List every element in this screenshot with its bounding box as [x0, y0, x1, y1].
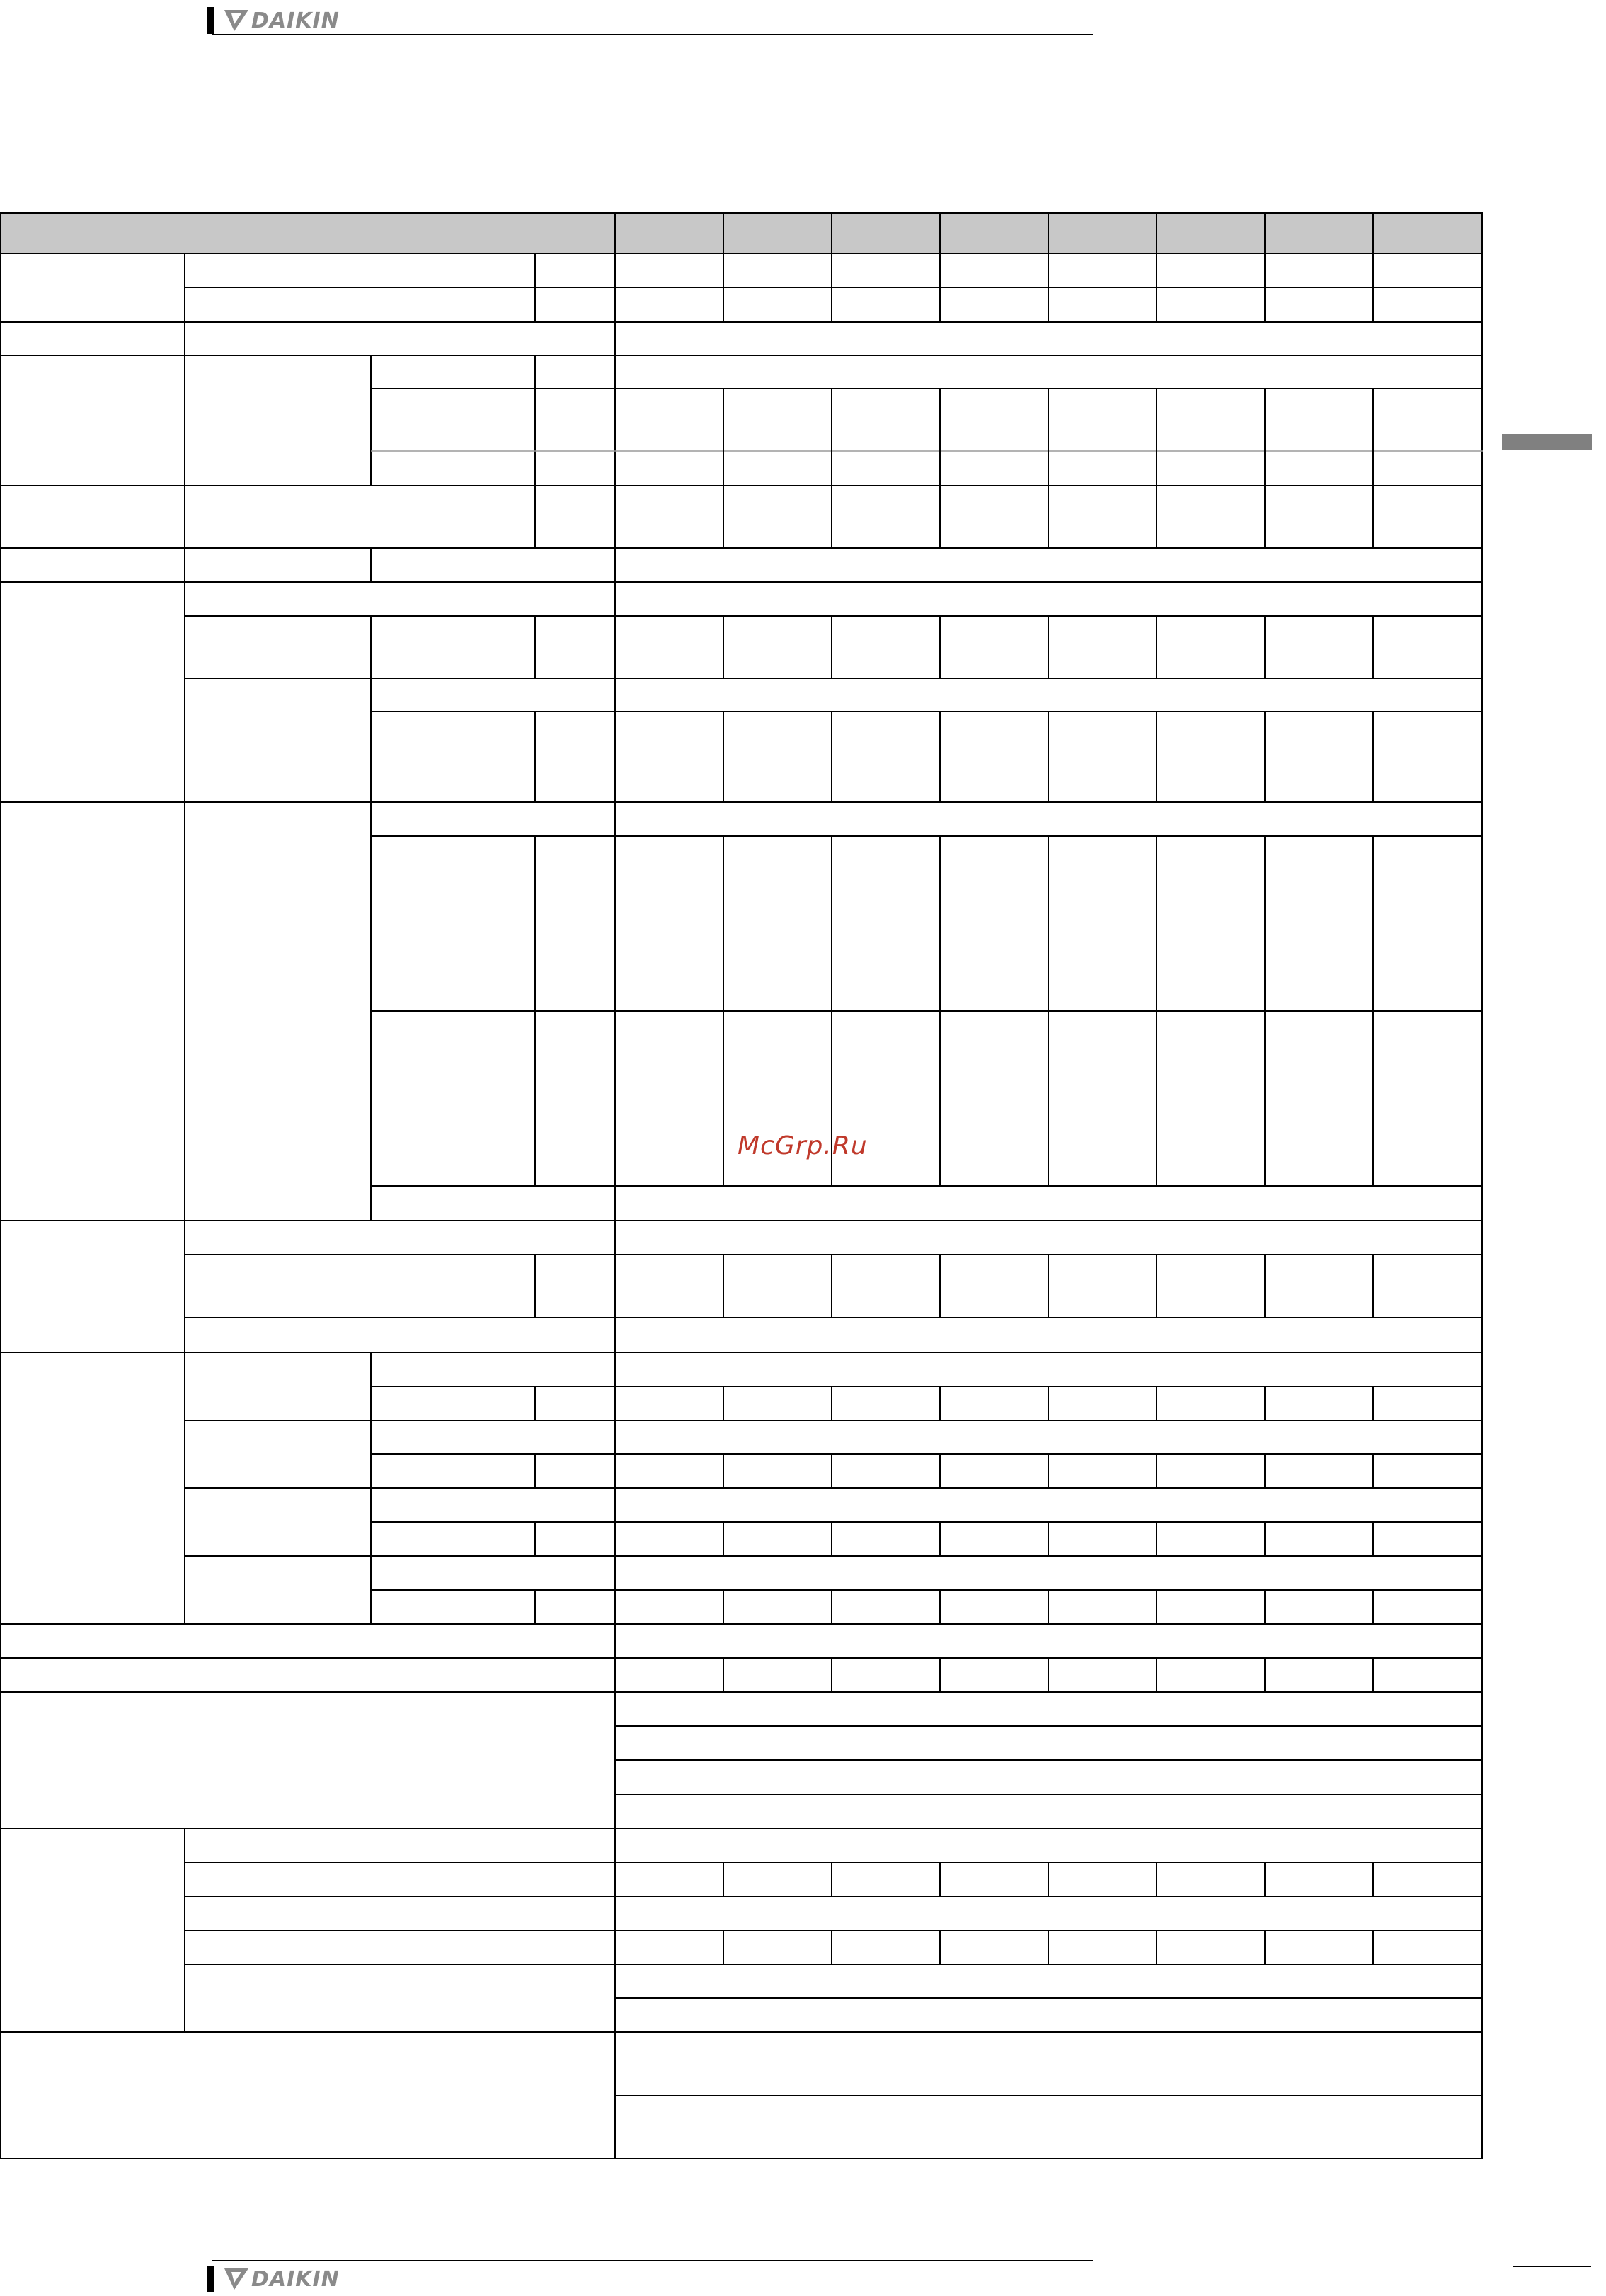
logo-bar	[207, 7, 214, 34]
table-header-row	[0, 212, 1483, 253]
footer-rule-right	[1513, 2266, 1591, 2267]
header-logo	[207, 7, 340, 34]
daikin-logo-icon	[224, 2267, 340, 2292]
footer-logo	[207, 2266, 340, 2292]
spec-table	[0, 212, 1483, 2161]
watermark-text: McGrp.Ru	[738, 1131, 868, 1160]
logo-text: DAIKIN	[251, 8, 340, 33]
logo-bar	[207, 2266, 214, 2292]
section-tab-marker	[1502, 434, 1592, 450]
footer-rule	[212, 2260, 1093, 2261]
daikin-logo-icon	[224, 8, 340, 33]
logo-text: DAIKIN	[251, 2266, 340, 2292]
header-rule	[212, 34, 1093, 35]
